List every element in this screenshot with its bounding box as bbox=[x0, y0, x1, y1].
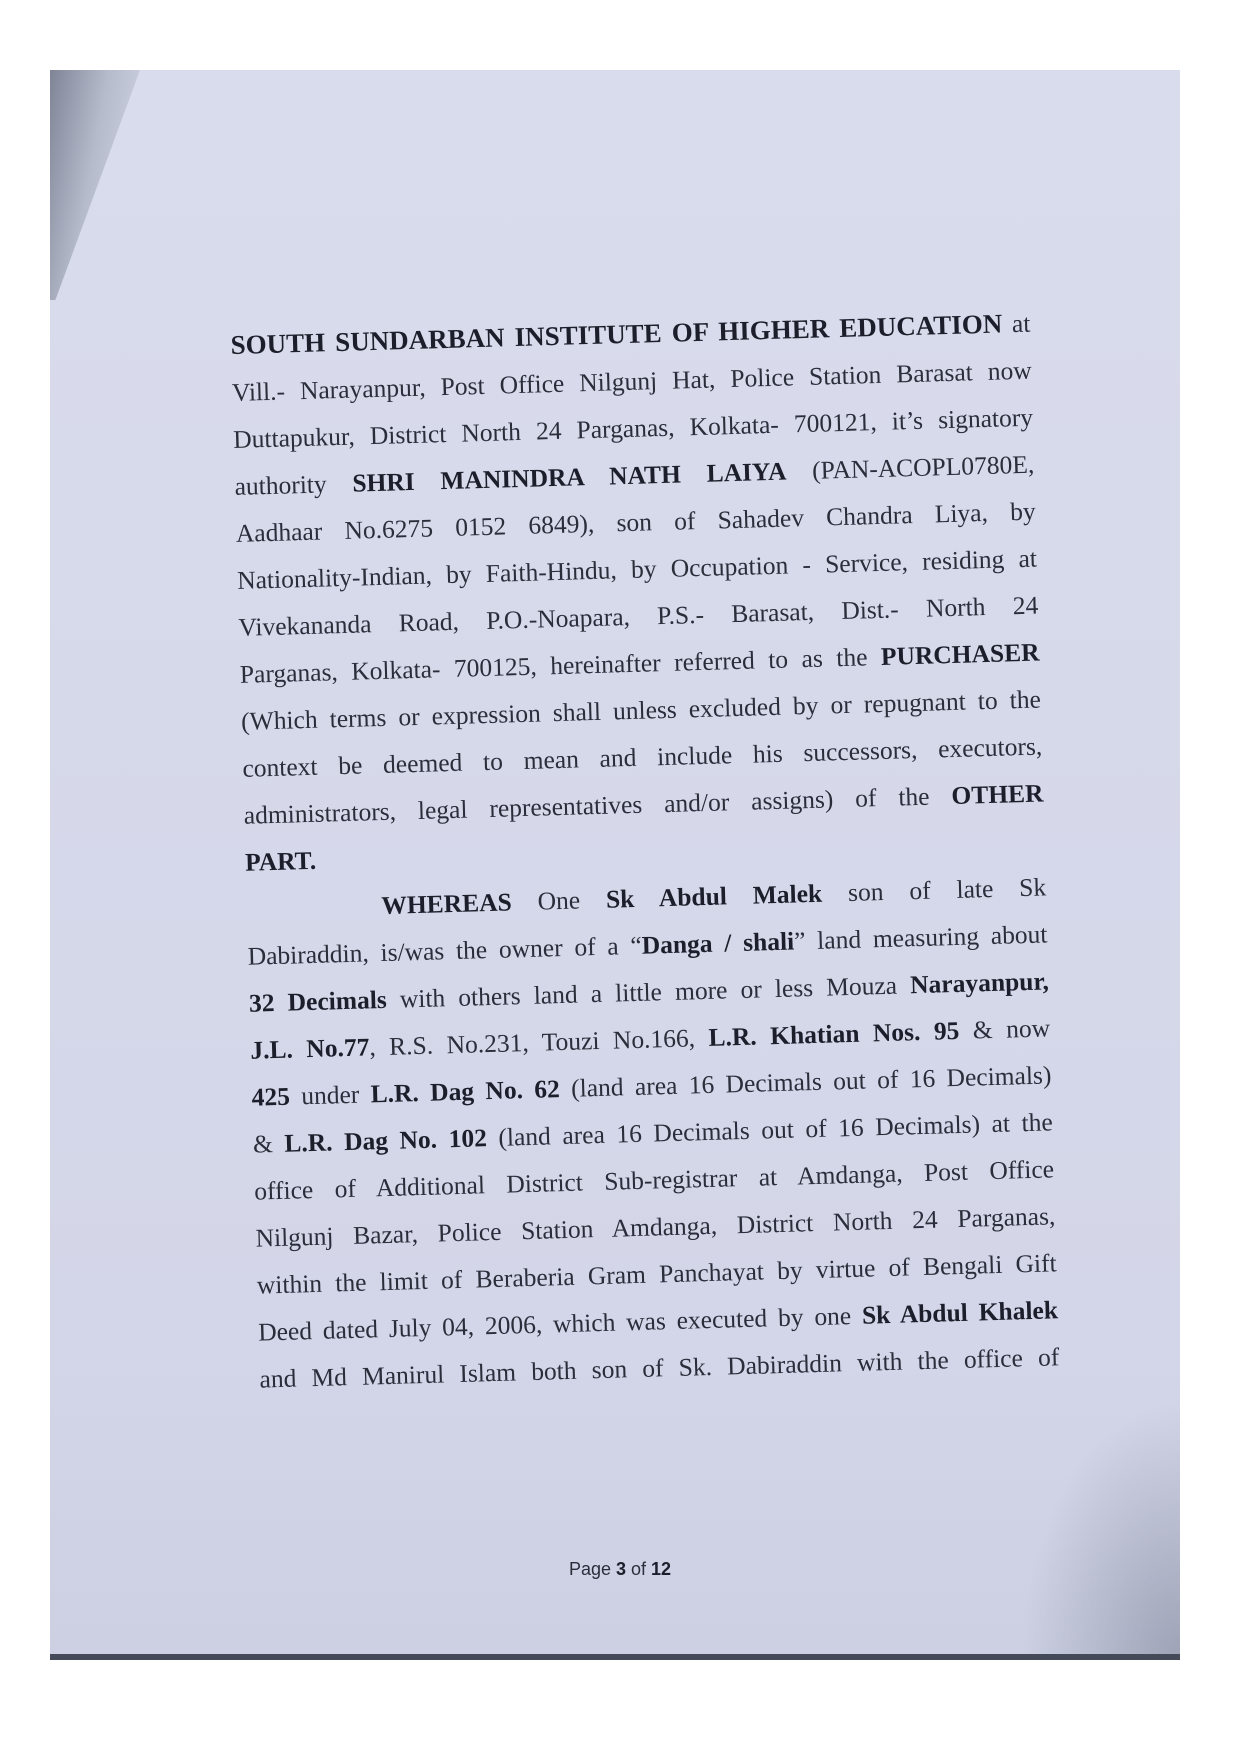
bold-text: Sk Abdul Khalek bbox=[861, 1295, 1059, 1330]
text-segment: son of late Sk bbox=[821, 872, 1047, 908]
bold-text: SHRI MANINDRA NATH LAIYA bbox=[351, 456, 787, 498]
page-current: 3 bbox=[615, 1559, 626, 1579]
text-segment: Aadhaar No.6275 0152 6849), son of Sahadev Chandra Liya, by bbox=[235, 496, 1036, 548]
text-segment: Deed dated July 04, 2006, which was executed by one bbox=[257, 1300, 863, 1347]
page-fold-shadow bbox=[50, 70, 140, 300]
bold-text: PURCHASER bbox=[880, 637, 1040, 671]
text-segment: within the limit of Beraberia Gram Panchayat by virtue of Bengali Gift bbox=[256, 1248, 1057, 1300]
text-segment: office of Additional District Sub-registrar at Amdanga, Post Office bbox=[253, 1154, 1055, 1206]
text-segment: with others land a little more or less Mouza bbox=[386, 970, 911, 1014]
bold-text: L.R. Khatian Nos. 95 bbox=[708, 1015, 960, 1052]
text-segment: administrators, legal representatives and/or assigns) of the bbox=[243, 781, 952, 830]
corner-shadow bbox=[1020, 1400, 1180, 1660]
bold-text: Sk Abdul Malek bbox=[605, 878, 823, 914]
text-segment: at bbox=[1001, 308, 1031, 339]
text-segment: Parganas, Kolkata- 700125, hereinafter referred to as the bbox=[239, 641, 882, 689]
text-segment: ” land measuring about bbox=[793, 919, 1048, 956]
bold-text: Narayanpur, bbox=[909, 966, 1050, 1000]
bold-text: OTHER bbox=[950, 778, 1044, 811]
page-footer bbox=[0, 1559, 1240, 1580]
text-segment: Duttapukur, District North 24 Parganas, Kolkata- 700121, it’s signatory bbox=[232, 402, 1034, 454]
bold-text: 32 Decimals bbox=[248, 984, 388, 1018]
text-segment: Dabiraddin, is/was the owner of a “ bbox=[247, 930, 643, 971]
page-bottom-edge bbox=[50, 1654, 1180, 1660]
deed-text-block bbox=[230, 300, 1060, 1403]
bold-text: L.R. Dag No. 62 bbox=[370, 1074, 561, 1109]
bold-text: PART. bbox=[244, 845, 317, 877]
page-prefix: Page bbox=[568, 1559, 616, 1579]
text-segment: (land area 16 Decimals out of 16 Decimals) at the bbox=[486, 1107, 1054, 1153]
text-segment: under bbox=[289, 1079, 372, 1111]
text-segment: (PAN-ACOPL0780E, bbox=[786, 449, 1035, 486]
bold-text: WHEREAS bbox=[380, 887, 513, 920]
text-segment: & now bbox=[958, 1013, 1051, 1045]
bold-text: 425 bbox=[251, 1081, 291, 1112]
text-segment: Nationality-Indian, by Faith-Hindu, by Occupation - Service, residing at bbox=[236, 543, 1038, 595]
text-segment: & bbox=[252, 1128, 285, 1159]
text-segment: Vill.- Narayanpur, Post Office Nilgunj Hat, Police Station Barasat now bbox=[231, 355, 1033, 407]
text-segment: Vivekananda Road, P.O.-Noapara, P.S.- Barasat, Dist.- North 24 bbox=[238, 590, 1039, 642]
bold-text: Danga / shali bbox=[641, 926, 795, 960]
page-sep: of bbox=[626, 1559, 652, 1579]
bold-text: L.R. Dag No. 102 bbox=[283, 1123, 488, 1158]
text-segment: , R.S. No.231, Touzi No.166, bbox=[368, 1022, 709, 1062]
bold-text: SOUTH SUNDARBAN INSTITUTE OF HIGHER EDUCATION bbox=[230, 308, 1003, 360]
text-segment: Nilgunj Bazar, Police Station Amdanga, District North 24 Parganas, bbox=[255, 1201, 1056, 1253]
bold-text: J.L. No.77 bbox=[249, 1032, 370, 1065]
text-segment: (land area 16 Decimals out of 16 Decimals) bbox=[559, 1060, 1052, 1104]
text-segment: (Which terms or expression shall unless excluded by or repugnant to the bbox=[240, 684, 1042, 736]
text-segment: One bbox=[511, 884, 607, 917]
text-segment: and Md Manirul Islam both son of Sk. Dabiraddin with the office of bbox=[259, 1342, 1060, 1394]
text-segment: authority bbox=[234, 468, 353, 501]
page-total: 12 bbox=[651, 1559, 672, 1579]
text-segment: context be deemed to mean and include his successors, executors, bbox=[242, 731, 1043, 783]
